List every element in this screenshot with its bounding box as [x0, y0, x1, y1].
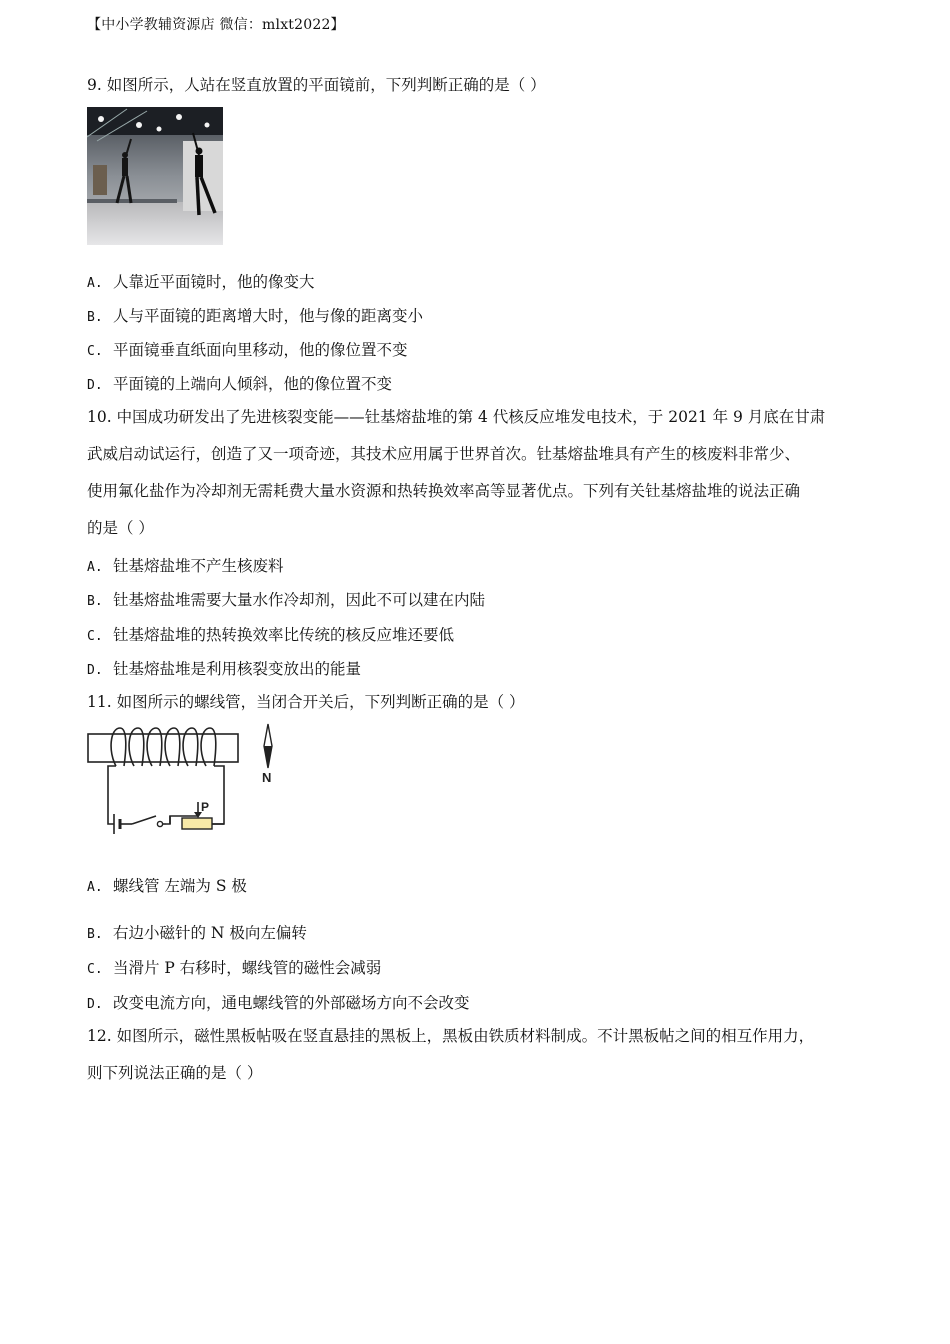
- question-9-option-d: D. 平面镜的上端向人倾斜，他的像位置不变: [87, 375, 393, 393]
- slider-label: P: [201, 800, 210, 814]
- page-header: 【中小学教辅资源店 微信：mlxt2022】: [87, 17, 345, 33]
- solenoid-circuit-figure: [86, 722, 286, 842]
- question-10-stem: [87, 399, 867, 547]
- question-10-option-a: A. 钍基熔盐堆不产生核废料: [87, 557, 284, 575]
- question-11-option-d: D. 改变电流方向，通电螺线管的外部磁场方向不会改变: [87, 994, 470, 1012]
- question-11-stem: 11. 如图所示的螺线管，当闭合开关后，下列判断正确的是（ ）: [87, 693, 525, 711]
- question-10-option-d: D. 钍基熔盐堆是利用核裂变放出的能量: [87, 660, 362, 678]
- question-9-stem: 9. 如图所示，人站在竖直放置的平面镜前，下列判断正确的是（ ）: [87, 76, 546, 94]
- question-11-option-a: A. 螺线管 左端为 S 极: [87, 877, 247, 895]
- switch-lever: [132, 816, 156, 824]
- solenoid-circuit-diagram: [86, 722, 286, 842]
- compass-n-label: N: [262, 770, 272, 785]
- question-12-line-1: 12. 如图所示，磁性黑板帖吸在竖直悬挂的黑板上，黑板由铁质材料制成。不计黑板帖之间的相互作用力，: [87, 1027, 815, 1045]
- question-9-option-a: A. 人靠近平面镜时，他的像变大: [87, 273, 315, 291]
- mirror-dancer-photo: [87, 107, 223, 245]
- question-11-option-b: B. 右边小磁针的 N 极向左偏转: [87, 924, 307, 942]
- question-10-line-4: 的是（ ）: [87, 519, 154, 537]
- question-9-option-b: B. 人与平面镜的距离增大时，他与像的距离变小: [87, 307, 424, 325]
- question-10-line-1: 10. 中国成功研发出了先进核裂变能——钍基熔盐堆的第 4 代核反应堆发电技术，于 2021 年 9 月底在甘肃: [87, 408, 826, 426]
- rheostat: [182, 818, 212, 829]
- switch-contact: [157, 821, 162, 826]
- question-12-line-2: 则下列说法正确的是（ ）: [87, 1064, 263, 1082]
- question-11-option-c: C. 当滑片 P 右移时，螺线管的磁性会减弱: [87, 959, 382, 977]
- question-10-line-2: 武威启动试运行，创造了又一项奇迹，其技术应用属于世界首次。钍基熔盐堆具有产生的核废料非常少、: [87, 445, 801, 463]
- question-12-stem: [87, 1018, 867, 1092]
- mirror-photo-illustration: [87, 107, 223, 245]
- question-10-option-b: B. 钍基熔盐堆需要大量水作冷却剂，因此不可以建在内陆: [87, 591, 486, 609]
- question-9-option-c: C. 平面镜垂直纸面向里移动，他的像位置不变: [87, 341, 408, 359]
- question-10-option-c: C. 钍基熔盐堆的热转换效率比传统的核反应堆还要低: [87, 626, 455, 644]
- question-10-line-3: 使用氟化盐作为冷却剂无需耗费大量水资源和热转换效率高等显著优点。下列有关钍基熔盐堆的说法正确: [87, 482, 801, 500]
- circuit-wires: [108, 766, 224, 824]
